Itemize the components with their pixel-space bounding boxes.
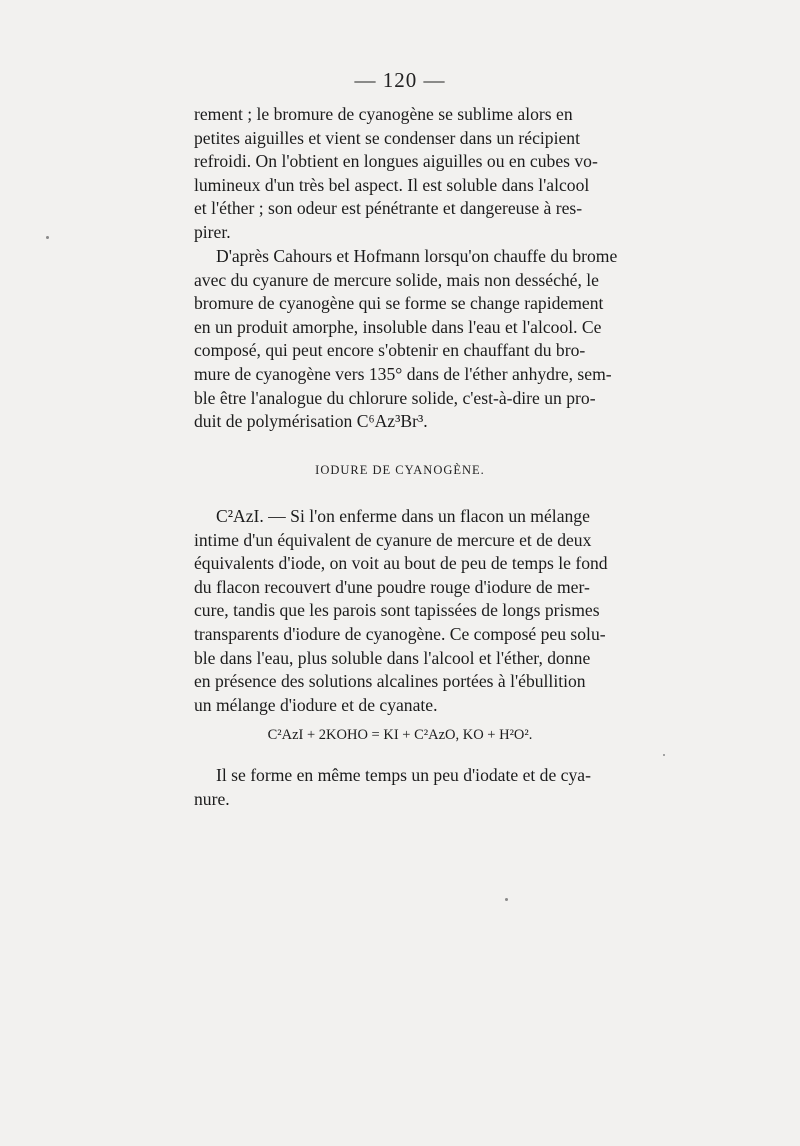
text-line: nure.	[194, 788, 230, 809]
chemical-equation: C²AzI + 2KOHO = KI + C²AzO, KO + H²O².	[267, 727, 533, 743]
text-line: C²AzI. — Si l'on enferme dans un flacon un mélange	[216, 506, 590, 526]
text-line: bromure de cyanogène qui se forme se change rapidement	[194, 293, 604, 314]
text-line: ble être l'analogue du chlorure solide, c'est-à-dire un pro-	[194, 387, 596, 408]
paragraph-3	[194, 505, 650, 717]
text-line: refroidi. On l'obtient en longues aiguilles ou en cubes vo-	[194, 151, 598, 172]
paper-speck	[663, 754, 665, 756]
text-line: petites aiguilles et vient se condenser dans un récipient	[194, 127, 580, 148]
text-line: avec du cyanure de mercure solide, mais non desséché, le	[194, 269, 599, 290]
text-line: cure, tandis que les parois sont tapissées de longs prismes	[194, 600, 600, 621]
text-line: ble dans l'eau, plus soluble dans l'alcool et l'éther, donne	[194, 647, 591, 668]
text-line: et l'éther ; son odeur est pénétrante et dangereuse à res-	[194, 198, 583, 219]
paper-speck	[505, 898, 508, 901]
text-line: un mélange d'iodure et de cyanate.	[194, 694, 438, 715]
page-number: — 120 —	[354, 68, 446, 92]
text-line: en présence des solutions alcalines portées à l'ébullition	[194, 671, 586, 692]
text-line: du flacon recouvert d'une poudre rouge d'iodure de mer-	[194, 576, 590, 597]
text-line: mure de cyanogène vers 135° dans de l'éther anhydre, sem-	[194, 363, 612, 384]
text-line: duit de polymérisation C⁶Az³Br³.	[194, 411, 428, 432]
text-line: intime d'un équivalent de cyanure de mercure et de deux	[194, 529, 592, 550]
paper-speck	[46, 236, 49, 239]
text-line: pirer.	[194, 221, 231, 242]
text-line: transparents d'iodure de cyanogène. Ce composé peu solu-	[194, 623, 606, 644]
text-line: rement ; le bromure de cyanogène se sublime alors en	[194, 104, 573, 124]
text-line: équivalents d'iode, on voit au bout de peu de temps le fond	[194, 553, 608, 574]
section-heading: IODURE DE CYANOGÈNE.	[315, 463, 485, 477]
paragraph-4	[194, 764, 650, 811]
text-line: lumineux d'un très bel aspect. Il est soluble dans l'alcool	[194, 174, 590, 195]
paragraph-1	[194, 103, 650, 245]
paragraph-2	[194, 245, 650, 434]
text-line: D'après Cahours et Hofmann lorsqu'on chauffe du brome	[216, 246, 618, 266]
text-line: Il se forme en même temps un peu d'iodate et de cya-	[216, 765, 591, 785]
text-line: composé, qui peut encore s'obtenir en chauffant du bro-	[194, 340, 586, 361]
text-line: en un produit amorphe, insoluble dans l'eau et l'alcool. Ce	[194, 316, 602, 337]
